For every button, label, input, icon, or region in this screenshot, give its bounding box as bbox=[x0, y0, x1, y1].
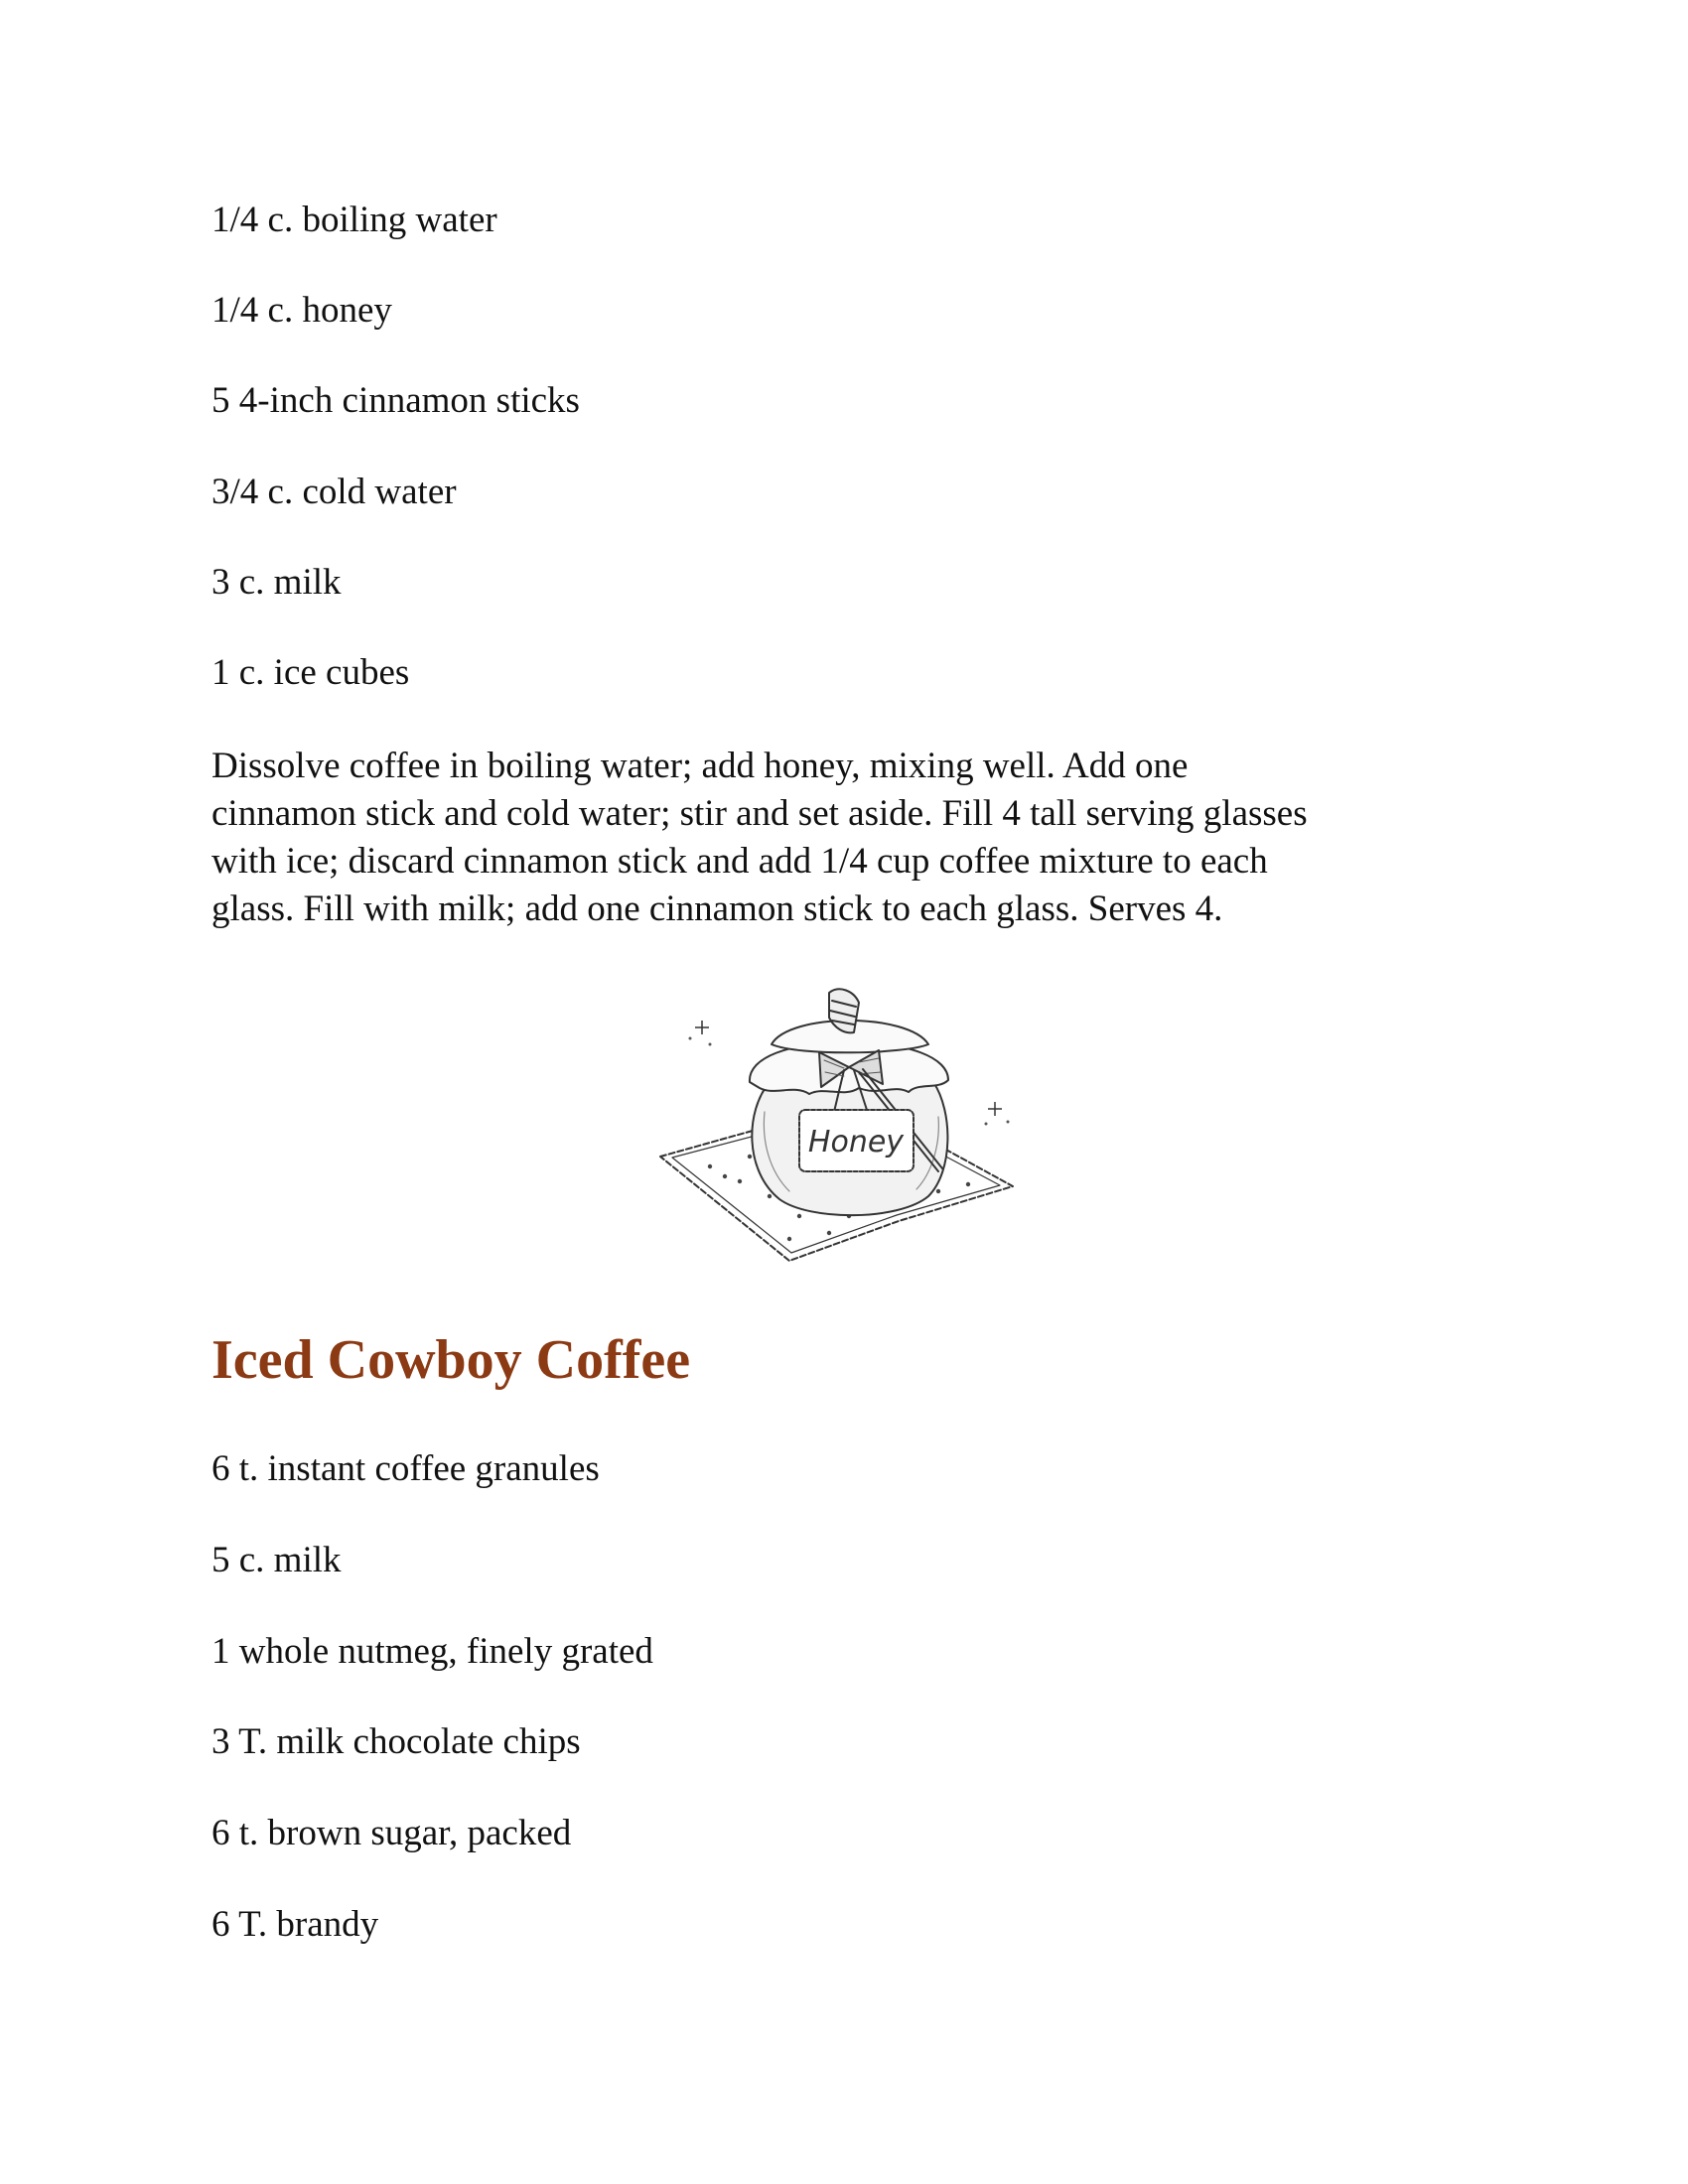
honey-jar-illustration-icon bbox=[650, 973, 1048, 1271]
ingredient-line: 1 c. ice cubes bbox=[211, 652, 410, 693]
ingredient-line: 1/4 c. honey bbox=[211, 290, 392, 331]
ingredient-line: 6 T. brandy bbox=[211, 1904, 379, 1945]
ingredient-line: 6 t. brown sugar, packed bbox=[211, 1813, 572, 1853]
ingredient-line: 3 c. milk bbox=[211, 562, 342, 603]
recipe-title: Iced Cowboy Coffee bbox=[211, 1329, 691, 1391]
instructions-line: with ice; discard cinnamon stick and add 1/4 cup coffee mixture to each bbox=[211, 841, 1268, 882]
ingredient-line: 1/4 c. boiling water bbox=[211, 200, 497, 240]
instructions-paragraph bbox=[211, 743, 1473, 933]
ingredient-line: 3 T. milk chocolate chips bbox=[211, 1721, 581, 1762]
ingredient-line: 5 c. milk bbox=[211, 1540, 342, 1580]
instructions-line: Dissolve coffee in boiling water; add honey, mixing well. Add one bbox=[211, 746, 1189, 786]
instructions-line: cinnamon stick and cold water; stir and set aside. Fill 4 tall serving glasses bbox=[211, 793, 1308, 834]
jar-label-text: Honey bbox=[807, 1125, 905, 1160]
ingredient-line: 1 whole nutmeg, finely grated bbox=[211, 1631, 653, 1672]
instructions-line: glass. Fill with milk; add one cinnamon stick to each glass. Serves 4. bbox=[211, 888, 1223, 929]
ingredient-line: 5 4-inch cinnamon sticks bbox=[211, 380, 580, 421]
ingredient-line: 3/4 c. cold water bbox=[211, 472, 457, 512]
ingredient-line: 6 t. instant coffee granules bbox=[211, 1448, 600, 1489]
